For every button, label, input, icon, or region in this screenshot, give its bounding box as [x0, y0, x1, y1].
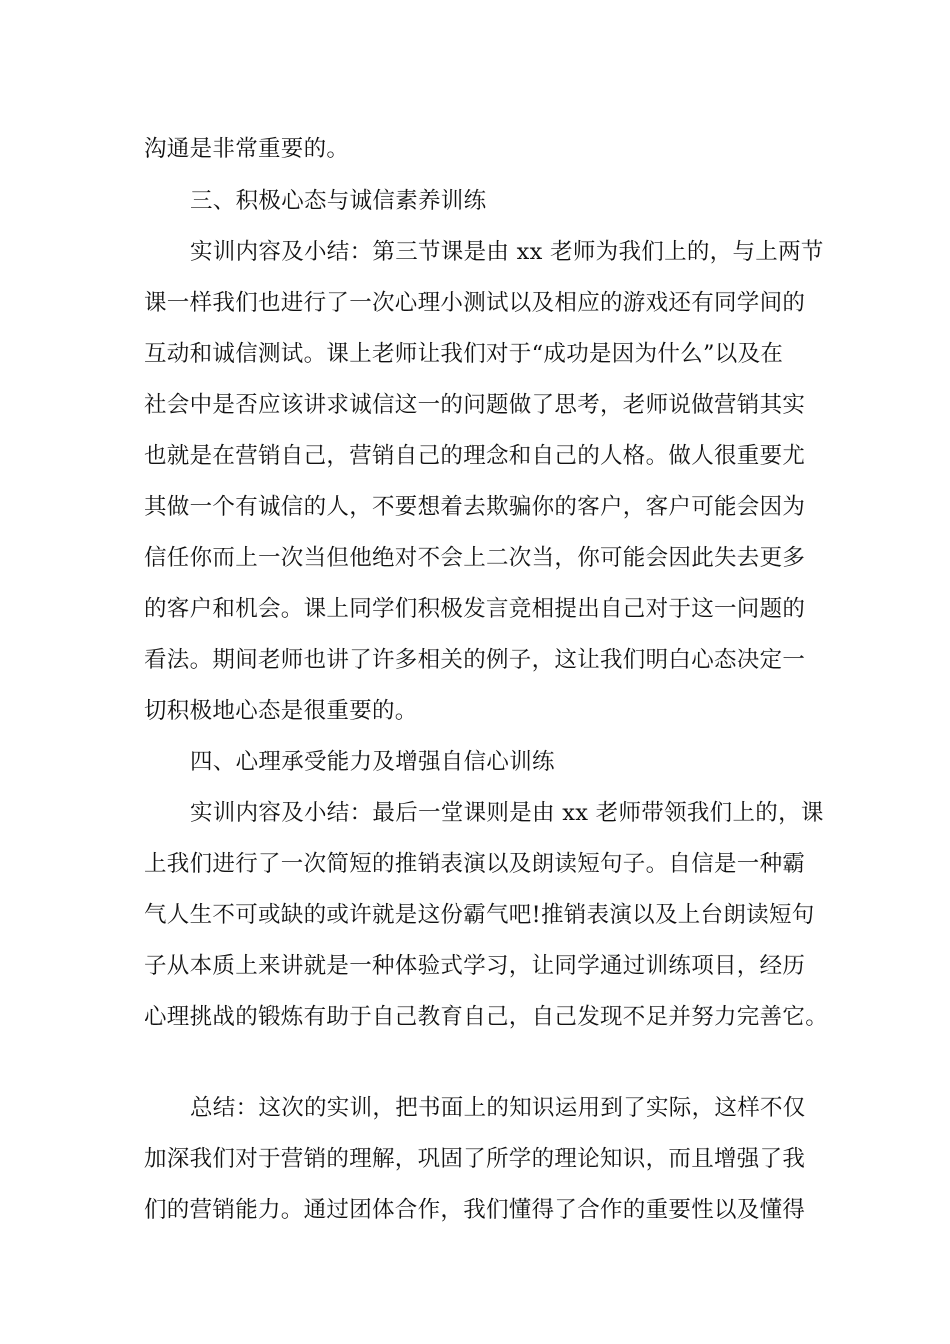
- paragraph-line: 社会中是否应该讲求诚信这一的问题做了思考，老师说做营销其实: [144, 392, 806, 418]
- paragraph-line: 沟通是非常重要的。: [144, 136, 350, 162]
- paragraph-line: 的客户和机会。课上同学们积极发言竞相提出自己对于这一问题的: [144, 596, 806, 622]
- summary-paragraph-line: 们的营销能力。通过团体合作，我们懂得了合作的重要性以及懂得: [144, 1197, 806, 1223]
- paragraph-line: 子从本质上来讲就是一种体验式学习，让同学通过训练项目，经历: [144, 953, 806, 979]
- summary-paragraph-line: 总结：这次的实训，把书面上的知识运用到了实际，这样不仅: [190, 1095, 806, 1121]
- paragraph-line: 切积极地心态是很重要的。: [144, 698, 418, 724]
- paragraph-line: 心理挑战的锻炼有助于自己教育自己，自己发现不足并努力完善它。: [144, 1004, 829, 1030]
- section-heading: 四、心理承受能力及增强自信心训练: [190, 749, 555, 775]
- paragraph-line: 看法。期间老师也讲了许多相关的例子，这让我们明白心态决定一: [144, 647, 806, 673]
- paragraph-line: 实训内容及小结：最后一堂课则是由 xx 老师带领我们上的，课: [190, 800, 824, 826]
- paragraph-line: 课一样我们也进行了一次心理小测试以及相应的游戏还有同学间的: [144, 290, 806, 316]
- paragraph-line: 信任你而上一次当但他绝对不会上二次当，你可能会因此失去更多: [144, 545, 806, 571]
- section-heading: 三、积极心态与诚信素养训练: [190, 188, 487, 214]
- paragraph-line: 也就是在营销自己，营销自己的理念和自己的人格。做人很重要尤: [144, 443, 806, 469]
- paragraph-line: 其做一个有诚信的人，不要想着去欺骗你的客户，客户可能会因为: [144, 494, 806, 520]
- summary-paragraph-line: 加深我们对于营销的理解，巩固了所学的理论知识，而且增强了我: [144, 1146, 806, 1172]
- paragraph-line: 气人生不可或缺的或许就是这份霸气吧!推销表演以及上台朗读短句: [144, 902, 815, 928]
- paragraph-line: 上我们进行了一次简短的推销表演以及朗读短句子。自信是一种霸: [144, 851, 806, 877]
- paragraph-line: 实训内容及小结：第三节课是由 xx 老师为我们上的，与上两节: [190, 239, 824, 265]
- paragraph-line: 互动和诚信测试。课上老师让我们对于“成功是因为什么”以及在: [144, 341, 784, 367]
